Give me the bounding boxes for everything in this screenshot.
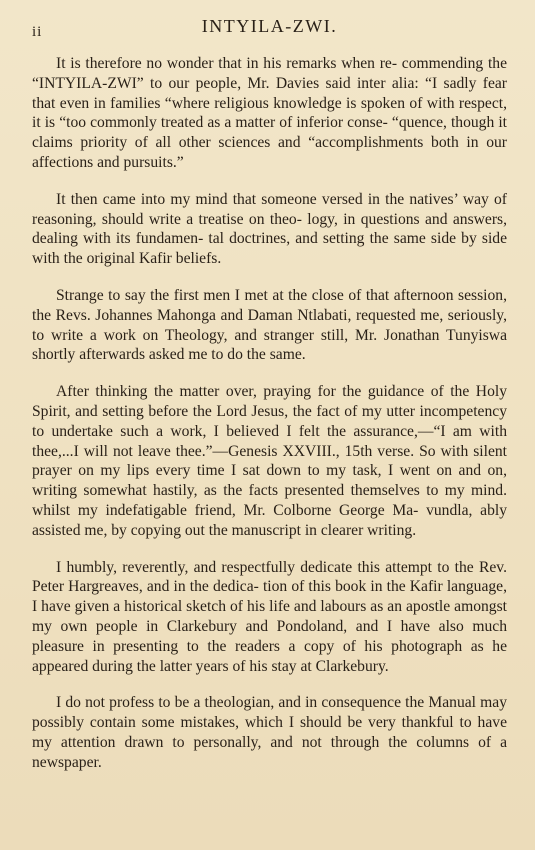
running-head [32,14,507,40]
body-text [32,54,507,773]
paragraph-intyila-zwi-remarks: It is therefore no wonder that in his remarks when re- commending the “INTYILA-ZWI” to our people, Mr. Davies said inter alia: “I sadly fear that even in families “where religious knowledge is spoken of with respect, it is “too commonly treated as a matter of inferior conse- “quence, though it claims priority of all other sciences and “accomplishments both in our affections and pursuits.” [32,55,507,171]
paragraph-treatise-idea: It then came into my mind that someone versed in the natives’ way of reasoning, should write a treatise on theo- logy, in questions and answers, dealing with its fundamen- tal doctrines, and setting the same side by side with the original Kafir beliefs. [32,190,507,268]
paragraph-writing-process: After thinking the matter over, praying for the guidance of the Holy Spirit, and setting before the Lord Jesus, the fact of my utter incompetency to undertake such a work, I believed I felt the assurance,—“I am with thee,...I will not leave thee.”—Genesis XXVIII., 15th verse. So with silent prayer on my lips every time I sat down to my task, I went on and on, writing somewhat hastily, as the facts presented themselves to my mind. whilst my indefatigable friend, Mr. Colborne George Ma- vundla, ably assisted me, by copying out the manuscript in clearer writing. [32,383,507,539]
paragraph-dedication: I humbly, reverently, and respectfully dedicate this attempt to the Rev. Peter Hargreaves, and in the dedica- tion of this book in the Kafir language, I have given a historical sketch of his life and labours as an apostle amongst my own people in Clarkebury and Pondoland, and I have also much pleasure in presenting to the readers a copy of his photograph as he appeared during the latter years of his stay at Clarkebury. [32,558,507,675]
page-number: ii [32,24,43,40]
paragraph-disclaimer: I do not profess to be a theologian, and in consequence the Manual may possibly contain some mistakes, which I should be very thankful to have my attention drawn to personally, and not through the columns of a newspaper. [32,694,507,771]
running-title: INTYILA-ZWI. [201,16,338,36]
paragraph-request-to-write: Strange to say the first men I met at the close of that afternoon session, the Revs. Johannes Mahonga and Daman Ntlabati, requested me, seriously, to write a work on Theology, and stranger still, Mr. Jonathan Tunyiswa shortly afterwards asked me to do the same. [32,286,507,364]
